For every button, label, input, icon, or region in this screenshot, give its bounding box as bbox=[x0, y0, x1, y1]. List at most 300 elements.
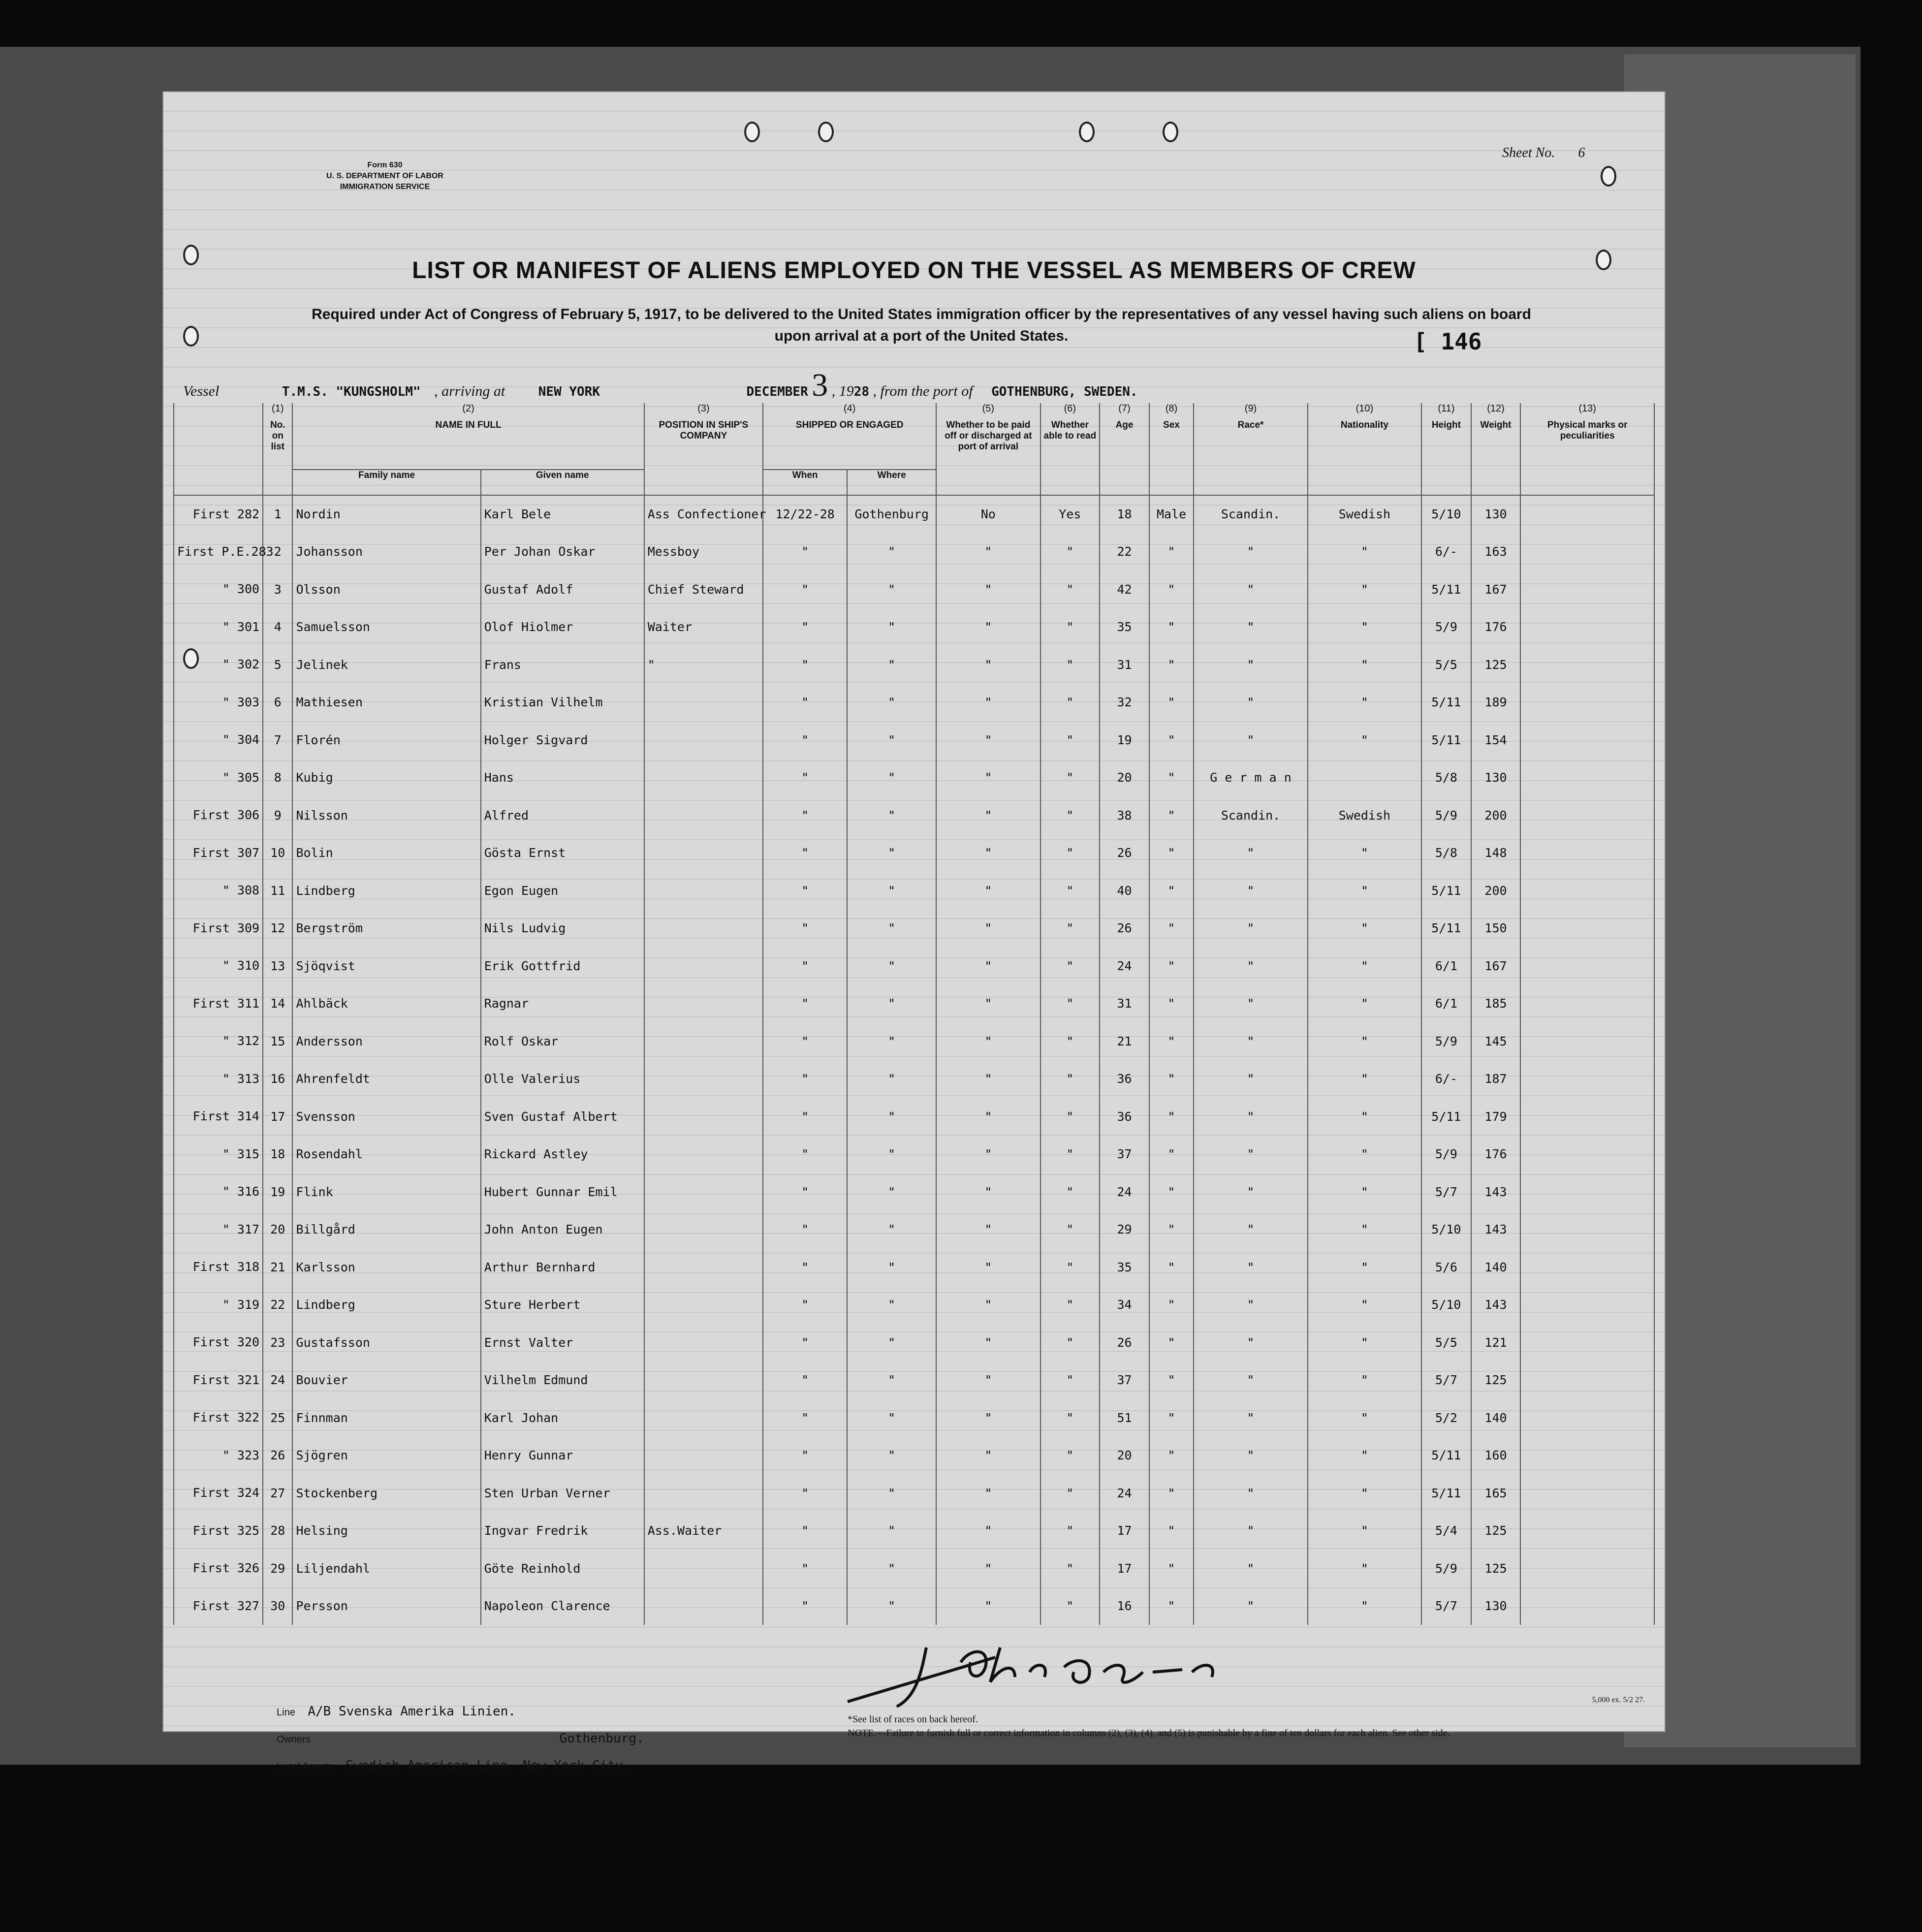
cell-physical-marks bbox=[1520, 796, 1654, 834]
cell-sex: " bbox=[1149, 1512, 1194, 1550]
cell-line-annotation: First 321 bbox=[174, 1362, 263, 1399]
cell-line-annotation: First 325 bbox=[174, 1512, 263, 1550]
table-row bbox=[174, 1587, 1654, 1625]
cell-line-annotation: " 302 bbox=[174, 646, 263, 684]
cell-paid-off: " bbox=[936, 1587, 1040, 1625]
cell-position: Waiter bbox=[644, 608, 763, 646]
table-row bbox=[174, 1512, 1654, 1550]
cell-age: 20 bbox=[1100, 759, 1149, 797]
table-row bbox=[174, 796, 1654, 834]
table-row bbox=[174, 608, 1654, 646]
cell-able-to-read: " bbox=[1040, 1286, 1100, 1324]
cell-physical-marks bbox=[1520, 985, 1654, 1023]
cell-given-name: Gösta Ernst bbox=[481, 834, 644, 872]
cell-position bbox=[644, 1136, 763, 1173]
service: IMMIGRATION SERVICE bbox=[340, 183, 430, 191]
cell-weight: 130 bbox=[1471, 495, 1521, 533]
cell-race: " bbox=[1194, 1587, 1307, 1625]
cell-sex: " bbox=[1149, 1173, 1194, 1211]
cell-physical-marks bbox=[1520, 1474, 1654, 1512]
cell-sex: " bbox=[1149, 1324, 1194, 1362]
cell-race: " bbox=[1194, 1098, 1307, 1136]
owners-row bbox=[277, 1731, 916, 1746]
signature bbox=[838, 1628, 1281, 1716]
cell-physical-marks bbox=[1520, 1098, 1654, 1136]
cell-physical-marks bbox=[1520, 1587, 1654, 1625]
cell-able-to-read: " bbox=[1040, 759, 1100, 797]
col-num: (6) bbox=[1040, 403, 1100, 420]
header-nationality: Nationality bbox=[1308, 420, 1421, 495]
cell-sex: " bbox=[1149, 796, 1194, 834]
cell-list-number: 22 bbox=[263, 1286, 292, 1324]
cell-given-name: Göte Reinhold bbox=[481, 1550, 644, 1587]
header-family-name: Family name bbox=[292, 470, 480, 495]
col-num: (4) bbox=[763, 403, 936, 420]
cell-race: " bbox=[1194, 646, 1307, 684]
cell-shipped-where: " bbox=[847, 1286, 936, 1324]
table-row bbox=[174, 910, 1654, 948]
cell-height: 5/11 bbox=[1421, 570, 1471, 608]
cell-physical-marks bbox=[1520, 759, 1654, 797]
cell-physical-marks bbox=[1520, 1022, 1654, 1060]
cell-family-name: Gustafsson bbox=[292, 1324, 480, 1362]
cell-paid-off: " bbox=[936, 834, 1040, 872]
cell-shipped-where: " bbox=[847, 834, 936, 872]
cell-given-name: Ingvar Fredrik bbox=[481, 1512, 644, 1550]
cell-weight: 189 bbox=[1471, 684, 1521, 722]
cell-nationality: Swedish bbox=[1308, 495, 1421, 533]
cell-given-name: Vilhelm Edmund bbox=[481, 1362, 644, 1399]
header-name-in-full: NAME IN FULL bbox=[292, 420, 644, 470]
cell-family-name: Jelinek bbox=[292, 646, 480, 684]
cell-position bbox=[644, 1587, 763, 1625]
cell-weight: 125 bbox=[1471, 1362, 1521, 1399]
cell-height: 5/7 bbox=[1421, 1173, 1471, 1211]
cell-able-to-read: " bbox=[1040, 533, 1100, 571]
cell-weight: 148 bbox=[1471, 834, 1521, 872]
cell-family-name: Sjöqvist bbox=[292, 947, 480, 985]
cell-weight: 143 bbox=[1471, 1173, 1521, 1211]
cell-shipped-where: " bbox=[847, 1550, 936, 1587]
cell-nationality: " bbox=[1308, 1587, 1421, 1625]
cell-shipped-where: " bbox=[847, 1437, 936, 1475]
cell-height: 5/11 bbox=[1421, 684, 1471, 722]
manifest-sheet bbox=[162, 91, 1666, 1773]
cell-race: " bbox=[1194, 1173, 1307, 1211]
cell-race: " bbox=[1194, 1248, 1307, 1286]
cell-line-annotation: " 319 bbox=[174, 1286, 263, 1324]
cell-age: 32 bbox=[1100, 684, 1149, 722]
cell-shipped-where: " bbox=[847, 759, 936, 797]
cell-able-to-read: " bbox=[1040, 1022, 1100, 1060]
cell-list-number: 15 bbox=[263, 1022, 292, 1060]
header-race: Race* bbox=[1194, 420, 1307, 495]
cell-physical-marks bbox=[1520, 646, 1654, 684]
header-sex: Sex bbox=[1149, 420, 1194, 495]
cell-sex: " bbox=[1149, 533, 1194, 571]
cell-nationality: " bbox=[1308, 1550, 1421, 1587]
cell-shipped-when: " bbox=[763, 1022, 847, 1060]
cell-shipped-when: " bbox=[763, 1362, 847, 1399]
cell-physical-marks bbox=[1520, 1437, 1654, 1475]
cell-family-name: Persson bbox=[292, 1587, 480, 1625]
cell-given-name: Erik Gottfrid bbox=[481, 947, 644, 985]
cell-race: " bbox=[1194, 910, 1307, 948]
cell-paid-off: " bbox=[936, 872, 1040, 910]
cell-given-name: Sture Herbert bbox=[481, 1286, 644, 1324]
cell-given-name: Holger Sigvard bbox=[481, 721, 644, 759]
cell-paid-off: " bbox=[936, 1022, 1040, 1060]
cell-shipped-when: " bbox=[763, 1474, 847, 1512]
cell-weight: 160 bbox=[1471, 1437, 1521, 1475]
cell-age: 38 bbox=[1100, 796, 1149, 834]
cell-shipped-when: " bbox=[763, 570, 847, 608]
header-height: Height bbox=[1421, 420, 1471, 495]
cell-able-to-read: " bbox=[1040, 1587, 1100, 1625]
page-subtitle: Required under Act of Congress of February 5, 1917, to be delivered to the United States immigration officer by the representatives of any vessel having such aliens on board upon arrival at a port of the United States. bbox=[312, 306, 1531, 344]
cell-line-annotation: First 318 bbox=[174, 1248, 263, 1286]
cell-weight: 125 bbox=[1471, 1550, 1521, 1587]
cell-paid-off: " bbox=[936, 1098, 1040, 1136]
col-num: (9) bbox=[1194, 403, 1307, 420]
cell-paid-off: " bbox=[936, 684, 1040, 722]
cell-position bbox=[644, 1437, 763, 1475]
cell-shipped-when: " bbox=[763, 1550, 847, 1587]
arrival-month: DECEMBER bbox=[746, 384, 808, 399]
cell-paid-off: " bbox=[936, 1173, 1040, 1211]
cell-race: " bbox=[1194, 947, 1307, 985]
cell-height: 5/10 bbox=[1421, 495, 1471, 533]
cell-height: 6/- bbox=[1421, 533, 1471, 571]
table-row bbox=[174, 759, 1654, 797]
cell-position bbox=[644, 1022, 763, 1060]
cell-list-number: 28 bbox=[263, 1512, 292, 1550]
cell-physical-marks bbox=[1520, 1060, 1654, 1098]
cell-race: " bbox=[1194, 1474, 1307, 1512]
table-row bbox=[174, 533, 1654, 571]
cell-height: 5/5 bbox=[1421, 1324, 1471, 1362]
cell-age: 31 bbox=[1100, 985, 1149, 1023]
cell-age: 36 bbox=[1100, 1098, 1149, 1136]
cell-shipped-where: " bbox=[847, 910, 936, 948]
cell-position: " bbox=[644, 646, 763, 684]
cell-given-name: Ragnar bbox=[481, 985, 644, 1023]
cell-shipped-when: " bbox=[763, 1248, 847, 1286]
cell-sex: " bbox=[1149, 684, 1194, 722]
agents-label: Local Agents bbox=[277, 1761, 333, 1772]
cell-position: Chief Steward bbox=[644, 570, 763, 608]
cell-shipped-when: " bbox=[763, 834, 847, 872]
cell-shipped-when: " bbox=[763, 1136, 847, 1173]
cell-shipped-where: " bbox=[847, 1173, 936, 1211]
cell-age: 36 bbox=[1100, 1060, 1149, 1098]
cell-height: 5/7 bbox=[1421, 1362, 1471, 1399]
cell-able-to-read: Yes bbox=[1040, 495, 1100, 533]
cell-position: Ass.Waiter bbox=[644, 1512, 763, 1550]
cell-height: 5/7 bbox=[1421, 1587, 1471, 1625]
cell-height: 5/10 bbox=[1421, 1211, 1471, 1249]
cell-physical-marks bbox=[1520, 1211, 1654, 1249]
cell-weight: 125 bbox=[1471, 646, 1521, 684]
cell-weight: 187 bbox=[1471, 1060, 1521, 1098]
cell-family-name: Karlsson bbox=[292, 1248, 480, 1286]
cell-line-annotation: First 309 bbox=[174, 910, 263, 948]
cell-physical-marks bbox=[1520, 1136, 1654, 1173]
cell-paid-off: " bbox=[936, 570, 1040, 608]
cell-nationality: " bbox=[1308, 985, 1421, 1023]
table-row bbox=[174, 1437, 1654, 1475]
cell-list-number: 14 bbox=[263, 985, 292, 1023]
cell-paid-off: " bbox=[936, 1060, 1040, 1098]
table-row bbox=[174, 1060, 1654, 1098]
arriving-label: , arriving at bbox=[434, 383, 505, 399]
cell-given-name: Ernst Valter bbox=[481, 1324, 644, 1362]
cell-paid-off: " bbox=[936, 985, 1040, 1023]
cell-shipped-where: " bbox=[847, 1211, 936, 1249]
cell-age: 17 bbox=[1100, 1550, 1149, 1587]
cell-shipped-when: " bbox=[763, 985, 847, 1023]
punch-hole bbox=[818, 122, 834, 142]
cell-shipped-where: " bbox=[847, 721, 936, 759]
cell-list-number: 6 bbox=[263, 684, 292, 722]
cell-able-to-read: " bbox=[1040, 1550, 1100, 1587]
cell-given-name: Alfred bbox=[481, 796, 644, 834]
cell-paid-off: " bbox=[936, 796, 1040, 834]
cell-sex: " bbox=[1149, 872, 1194, 910]
races-note: *See list of races on back hereof. bbox=[848, 1714, 978, 1725]
cell-weight: 165 bbox=[1471, 1474, 1521, 1512]
cell-list-number: 2 bbox=[263, 533, 292, 571]
header-position: POSITION IN SHIP'S COMPANY bbox=[644, 420, 763, 495]
cell-paid-off: " bbox=[936, 759, 1040, 797]
cell-height: 5/11 bbox=[1421, 1474, 1471, 1512]
cell-physical-marks bbox=[1520, 495, 1654, 533]
cell-race: " bbox=[1194, 1550, 1307, 1587]
cell-paid-off: " bbox=[936, 1248, 1040, 1286]
cell-given-name: Rickard Astley bbox=[481, 1136, 644, 1173]
header-shipped: SHIPPED OR ENGAGED bbox=[763, 420, 936, 470]
line-label: Line bbox=[277, 1707, 295, 1718]
cell-nationality: " bbox=[1308, 1248, 1421, 1286]
cell-shipped-where: " bbox=[847, 1362, 936, 1399]
cell-list-number: 20 bbox=[263, 1211, 292, 1249]
cell-shipped-when: " bbox=[763, 872, 847, 910]
agents-value: Swedish American Line. New York City. bbox=[346, 1758, 631, 1773]
cell-given-name: Napoleon Clarence bbox=[481, 1587, 644, 1625]
cell-weight: 121 bbox=[1471, 1324, 1521, 1362]
cell-able-to-read: " bbox=[1040, 1324, 1100, 1362]
cell-height: 5/5 bbox=[1421, 646, 1471, 684]
cell-line-annotation: First 307 bbox=[174, 834, 263, 872]
cell-family-name: Liljendahl bbox=[292, 1550, 480, 1587]
cell-list-number: 9 bbox=[263, 796, 292, 834]
cell-height: 6/- bbox=[1421, 1060, 1471, 1098]
cell-position bbox=[644, 947, 763, 985]
header-physical-marks: Physical marks or peculiarities bbox=[1520, 420, 1654, 495]
cell-nationality: " bbox=[1308, 910, 1421, 948]
cell-sex: " bbox=[1149, 1474, 1194, 1512]
cell-position bbox=[644, 684, 763, 722]
table-row bbox=[174, 1022, 1654, 1060]
cell-race: " bbox=[1194, 1437, 1307, 1475]
cell-nationality: " bbox=[1308, 1173, 1421, 1211]
cell-shipped-when: " bbox=[763, 1587, 847, 1625]
cell-list-number: 30 bbox=[263, 1587, 292, 1625]
department: U. S. DEPARTMENT OF LABOR bbox=[326, 172, 443, 180]
cell-physical-marks bbox=[1520, 947, 1654, 985]
cell-height: 5/11 bbox=[1421, 1098, 1471, 1136]
cell-weight: 125 bbox=[1471, 1512, 1521, 1550]
cell-weight: 176 bbox=[1471, 608, 1521, 646]
table-row bbox=[174, 1286, 1654, 1324]
cell-height: 5/6 bbox=[1421, 1248, 1471, 1286]
cell-able-to-read: " bbox=[1040, 985, 1100, 1023]
cell-shipped-where: " bbox=[847, 1587, 936, 1625]
cell-age: 17 bbox=[1100, 1512, 1149, 1550]
cell-age: 26 bbox=[1100, 1324, 1149, 1362]
cell-family-name: Flink bbox=[292, 1173, 480, 1211]
cell-able-to-read: " bbox=[1040, 1211, 1100, 1249]
cell-paid-off: " bbox=[936, 1512, 1040, 1550]
col-num: (12) bbox=[1471, 403, 1521, 420]
cell-shipped-when: " bbox=[763, 910, 847, 948]
cell-given-name: Per Johan Oskar bbox=[481, 533, 644, 571]
cell-family-name: Ahlbäck bbox=[292, 985, 480, 1023]
vessel-label: Vessel bbox=[183, 383, 220, 399]
cell-given-name: Kristian Vilhelm bbox=[481, 684, 644, 722]
cell-able-to-read: " bbox=[1040, 721, 1100, 759]
cell-nationality: " bbox=[1308, 1211, 1421, 1249]
cell-line-annotation: First P.E.283 bbox=[174, 533, 263, 571]
arrival-day: 3 bbox=[812, 367, 828, 403]
table-row bbox=[174, 1136, 1654, 1173]
cell-physical-marks bbox=[1520, 608, 1654, 646]
table-row bbox=[174, 495, 1654, 533]
col-num: (3) bbox=[644, 403, 763, 420]
cell-physical-marks bbox=[1520, 834, 1654, 872]
table-row bbox=[174, 985, 1654, 1023]
cell-shipped-when: " bbox=[763, 684, 847, 722]
cell-family-name: Florén bbox=[292, 721, 480, 759]
table-row bbox=[174, 721, 1654, 759]
cell-line-annotation: " 310 bbox=[174, 947, 263, 985]
header-weight: Weight bbox=[1471, 420, 1521, 495]
cell-family-name: Rosendahl bbox=[292, 1136, 480, 1173]
cell-physical-marks bbox=[1520, 721, 1654, 759]
cell-given-name: Sten Urban Verner bbox=[481, 1474, 644, 1512]
header-able-to-read: Whether able to read bbox=[1040, 420, 1100, 495]
cell-shipped-where: " bbox=[847, 1060, 936, 1098]
cell-height: 5/8 bbox=[1421, 834, 1471, 872]
cell-shipped-where: " bbox=[847, 1324, 936, 1362]
form-number: Form 630 bbox=[367, 161, 403, 169]
cell-age: 19 bbox=[1100, 721, 1149, 759]
cell-weight: 176 bbox=[1471, 1136, 1521, 1173]
cell-paid-off: " bbox=[936, 1211, 1040, 1249]
table-row bbox=[174, 1211, 1654, 1249]
table-row bbox=[174, 1173, 1654, 1211]
cell-given-name: Rolf Oskar bbox=[481, 1022, 644, 1060]
cell-list-number: 3 bbox=[263, 570, 292, 608]
cell-height: 5/10 bbox=[1421, 1286, 1471, 1324]
table-row bbox=[174, 1248, 1654, 1286]
cell-physical-marks bbox=[1520, 570, 1654, 608]
cell-height: 5/9 bbox=[1421, 1022, 1471, 1060]
cell-shipped-when: " bbox=[763, 1437, 847, 1475]
cell-able-to-read: " bbox=[1040, 1474, 1100, 1512]
cell-list-number: 1 bbox=[263, 495, 292, 533]
cell-weight: 145 bbox=[1471, 1022, 1521, 1060]
cell-shipped-when: " bbox=[763, 533, 847, 571]
cell-given-name: Nils Ludvig bbox=[481, 910, 644, 948]
cell-race: " bbox=[1194, 684, 1307, 722]
cell-weight: 185 bbox=[1471, 985, 1521, 1023]
header-paid-off: Whether to be paid off or discharged at port of arrival bbox=[936, 420, 1040, 495]
cell-physical-marks bbox=[1520, 910, 1654, 948]
cell-sex: " bbox=[1149, 834, 1194, 872]
cell-able-to-read: " bbox=[1040, 834, 1100, 872]
col-num: (8) bbox=[1149, 403, 1194, 420]
cell-height: 5/11 bbox=[1421, 910, 1471, 948]
vessel-name: T.M.S. "KUNGSHOLM" bbox=[282, 384, 421, 399]
cell-family-name: Bergström bbox=[292, 910, 480, 948]
vessel-line bbox=[183, 367, 1650, 404]
cell-nationality: " bbox=[1308, 608, 1421, 646]
cell-shipped-when: " bbox=[763, 646, 847, 684]
cell-paid-off: " bbox=[936, 1437, 1040, 1475]
cell-family-name: Johansson bbox=[292, 533, 480, 571]
cell-shipped-when: " bbox=[763, 1399, 847, 1437]
cell-shipped-where: " bbox=[847, 608, 936, 646]
cell-sex: " bbox=[1149, 1362, 1194, 1399]
table-row bbox=[174, 834, 1654, 872]
cell-able-to-read: " bbox=[1040, 910, 1100, 948]
cell-nationality: " bbox=[1308, 1060, 1421, 1098]
cell-shipped-where: " bbox=[847, 872, 936, 910]
cell-sex: Male bbox=[1149, 495, 1194, 533]
cell-age: 51 bbox=[1100, 1399, 1149, 1437]
cell-height: 5/11 bbox=[1421, 1437, 1471, 1475]
penalty-note: NOTE.—Failure to furnish full or correct information in columns (2), (3), (4), and (5) is punishable by a fine of ten dollars for each alien. See other side. bbox=[848, 1728, 1450, 1739]
cell-shipped-when: " bbox=[763, 947, 847, 985]
cell-sex: " bbox=[1149, 1437, 1194, 1475]
cell-paid-off: " bbox=[936, 1474, 1040, 1512]
cell-age: 29 bbox=[1100, 1211, 1149, 1249]
cell-age: 40 bbox=[1100, 872, 1149, 910]
cell-age: 16 bbox=[1100, 1587, 1149, 1625]
cell-weight: 140 bbox=[1471, 1399, 1521, 1437]
cell-sex: " bbox=[1149, 608, 1194, 646]
cell-race: " bbox=[1194, 1136, 1307, 1173]
cell-paid-off: " bbox=[936, 1399, 1040, 1437]
cell-paid-off: " bbox=[936, 1362, 1040, 1399]
cell-race: G e r m a n bbox=[1194, 759, 1307, 797]
col-num: (10) bbox=[1308, 403, 1421, 420]
punch-hole bbox=[1163, 122, 1178, 142]
cell-race: " bbox=[1194, 1362, 1307, 1399]
cell-physical-marks bbox=[1520, 1399, 1654, 1437]
cell-nationality: " bbox=[1308, 1512, 1421, 1550]
cell-shipped-when: " bbox=[763, 1512, 847, 1550]
cell-height: 5/9 bbox=[1421, 608, 1471, 646]
cell-list-number: 10 bbox=[263, 834, 292, 872]
page-title: LIST OR MANIFEST OF ALIENS EMPLOYED ON THE VESSEL AS MEMBERS OF CREW bbox=[412, 257, 1416, 284]
header-where: Where bbox=[847, 470, 936, 495]
cell-line-annotation: First 322 bbox=[174, 1399, 263, 1437]
sheet-value: 6 bbox=[1578, 145, 1585, 160]
cell-race: " bbox=[1194, 1022, 1307, 1060]
cell-position bbox=[644, 910, 763, 948]
